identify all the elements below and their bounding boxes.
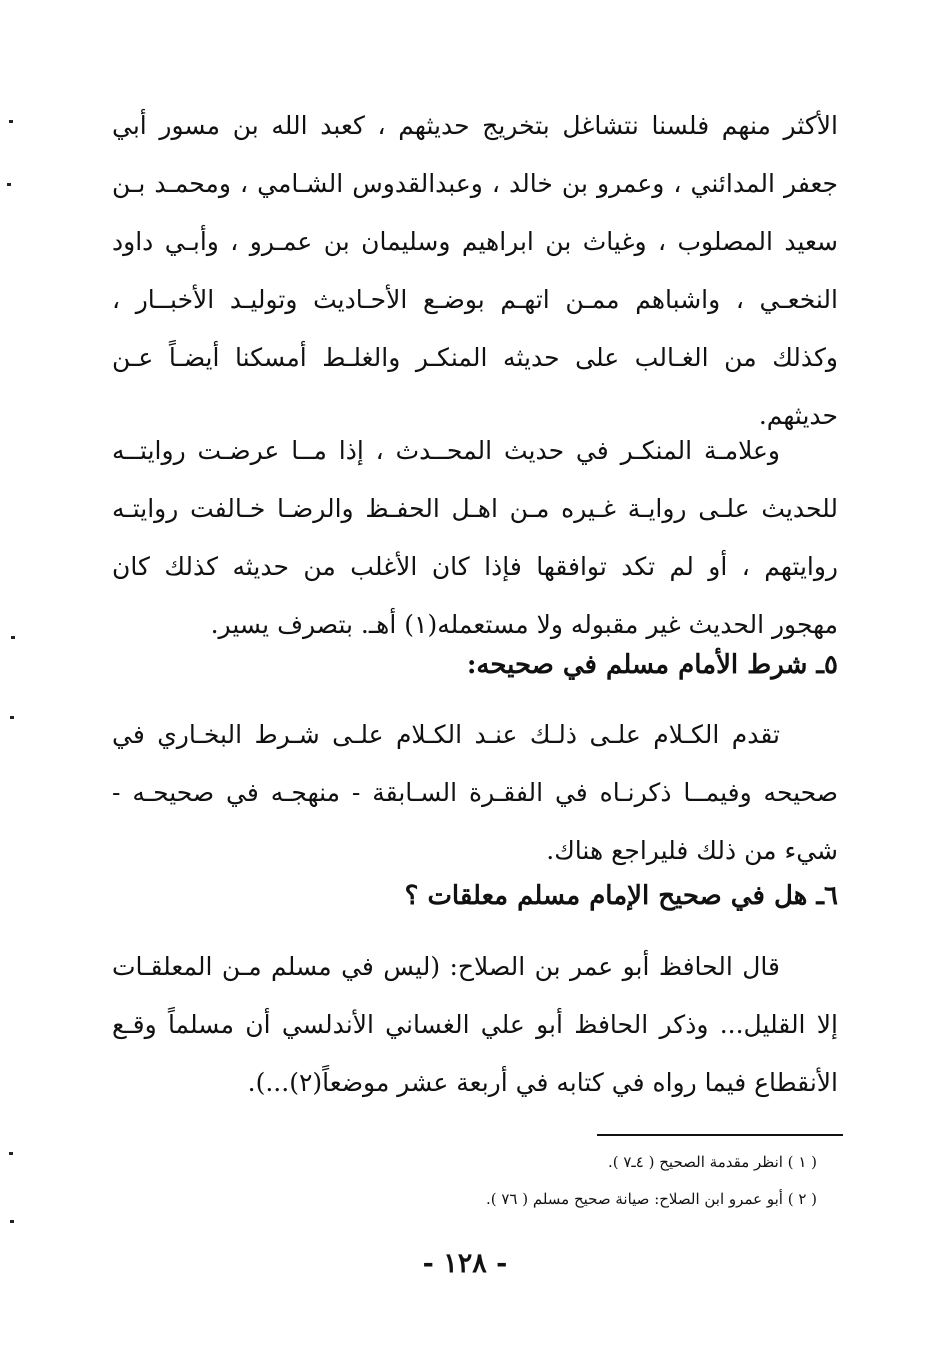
scan-mark — [9, 1152, 13, 1155]
scan-mark — [7, 183, 11, 186]
footnote-1: ( ١ ) انظر مقدمة الصحيح ( ٤ـ٧ ). — [607, 1153, 817, 1171]
paragraph-line: سعيد المصلوب ، وغياث بن ابراهيم وسليمان بن عمـرو ، وأبـي داود — [112, 227, 838, 256]
scan-mark — [10, 1220, 14, 1223]
paragraph-line: روايتهم ، أو لم تكد توافقها فإذا كان الأغلب من حديثه كذلك كان — [112, 552, 838, 581]
scan-mark — [9, 120, 13, 123]
paragraph-line: إلا القليل... وذكر الحافظ أبو علي الغساني الأندلسي أن مسلماً وقـع — [112, 1010, 838, 1039]
section-heading-6: ٦ـ هل في صحيح الإمام مسلم معلقات ؟ — [404, 881, 838, 911]
paragraph-1 — [112, 97, 838, 445]
scan-mark — [11, 636, 15, 639]
paragraph-line: الأنقطاع فيما رواه في كتابه في أربعة عشر موضعاً(٢)...). — [247, 1068, 838, 1097]
paragraph-4 — [112, 938, 838, 1112]
footnote-2: ( ٢ ) أبو عمرو ابن الصلاح: صيانة صحيح مسلم ( ٧٦ ). — [485, 1190, 817, 1208]
scan-mark — [10, 716, 14, 719]
paragraph-line: للحديث علـى روايـة غـيره مـن اهـل الحفـظ والرضـا خـالفت روايتـه — [112, 494, 838, 523]
paragraph-line: النخعـي ، واشباهم ممـن اتهـم بوضـع الأحـاديث وتوليـد الأخبــار ، — [112, 285, 838, 314]
paragraph-line: وكذلك من الغـالب على حديثه المنكـر والغلـط أمسكنا أيضـاً عـن — [112, 343, 838, 372]
paragraph-line: صحيحه وفيمــا ذكرنـاه في الفقـرة السـابقة - منهجـه في صحيحـه - — [112, 778, 838, 807]
paragraph-line: الأكثر منهم فلسنا نتشاغل بتخريج حديثهم ، كعبد الله بن مسور أبي — [112, 111, 838, 140]
paragraph-2 — [112, 422, 838, 654]
page-number: - ١٢٨ - — [422, 1248, 508, 1279]
paragraph-line: شيء من ذلك فليراجع هناك. — [546, 836, 838, 865]
footnote-rule — [597, 1134, 843, 1136]
paragraph-line: حديثهم. — [758, 401, 838, 430]
paragraph-line: مهجور الحديث غير مقبوله ولا مستعمله(١) أهـ. بتصرف يسير. — [210, 610, 838, 639]
paragraph-3 — [112, 706, 838, 880]
section-heading-5: ٥ـ شرط الأمام مسلم في صحيحه: — [466, 650, 838, 680]
paragraph-line: وعلامـة المنكـر في حديث المحــدث ، إذا مــا عرضـت روايتــه — [112, 436, 780, 465]
paragraph-line: جعفر المدائني ، وعمرو بن خالد ، وعبدالقدوس الشـامي ، ومحمـد بـن — [112, 169, 838, 198]
paragraph-line: قال الحافظ أبو عمر بن الصلاح: (ليس في مسلم مـن المعلقـات — [112, 952, 780, 981]
paragraph-line: تقدم الكـلام علـى ذلـك عنـد الكـلام علـى شـرط البخـاري في — [112, 720, 780, 749]
